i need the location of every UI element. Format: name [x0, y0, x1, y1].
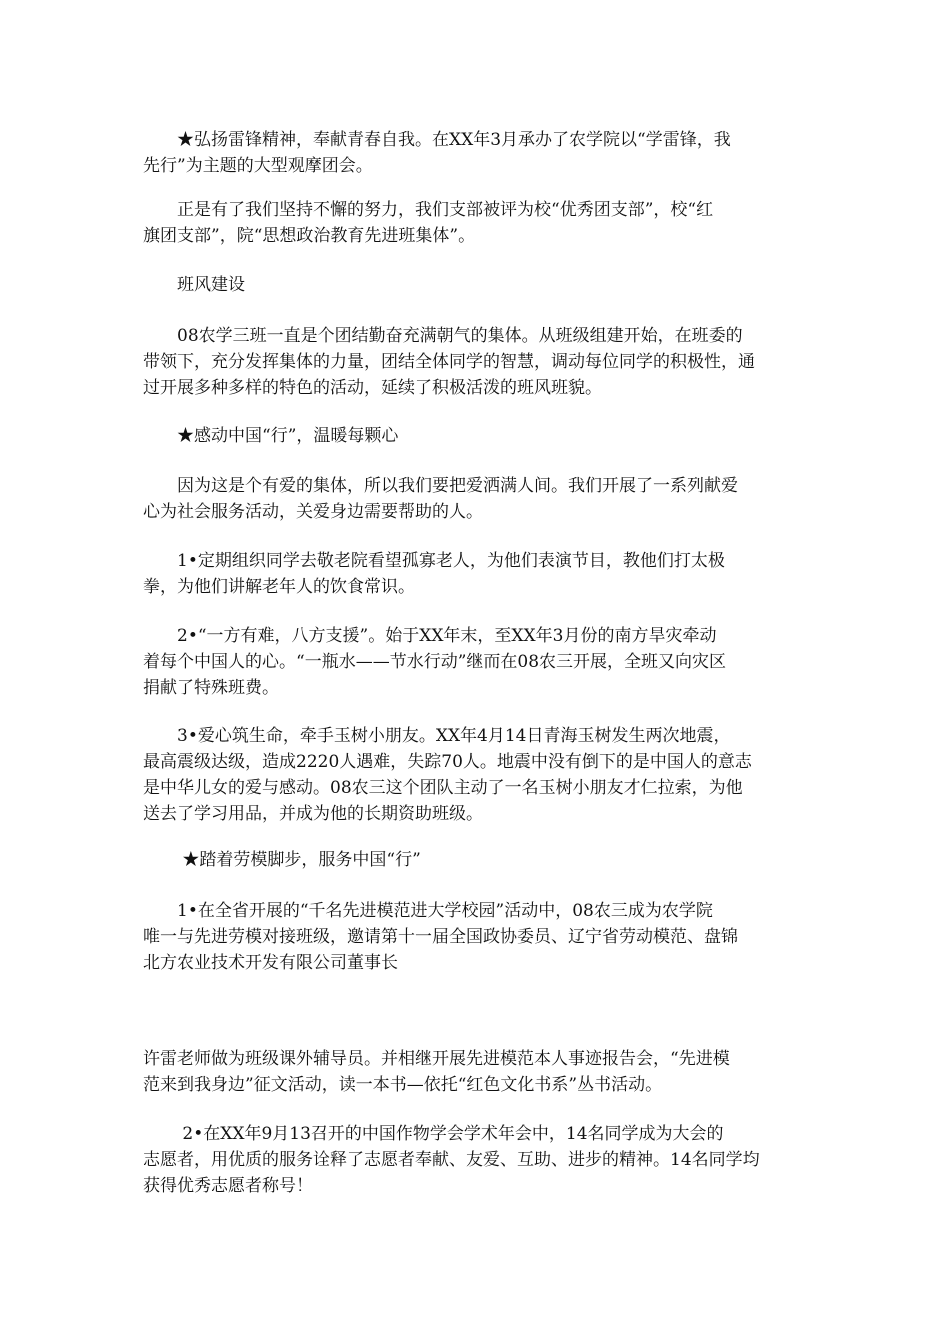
text-line: 心为社会服务活动，关爱身边需要帮助的人。: [143, 502, 483, 522]
text-line: 北方农业技术开发有限公司董事长: [143, 953, 398, 973]
text-line: 志愿者，用优质的服务诠释了志愿者奉献、友爱、互助、进步的精神。14名同学均: [143, 1150, 760, 1170]
subheading-touching-china: [143, 423, 813, 449]
text-line: 班风建设: [143, 275, 245, 295]
text-line: 1•在全省开展的“千名先进模范进大学校园”活动中，08农三成为农学院: [143, 901, 713, 921]
text-line: 3•爱心筑生命，牵手玉树小朋友。XX年4月14日青海玉树发生两次地震，: [143, 726, 731, 746]
paragraph-class-intro: [143, 323, 813, 401]
text-line: ★感动中国“行”，温暖每颗心: [143, 426, 399, 446]
text-line: 1•定期组织同学去敬老院看望孤寡老人，为他们表演节目，教他们打太极: [143, 551, 725, 571]
list-item-drought-relief: [143, 623, 813, 701]
list-item-advanced-models: [143, 898, 813, 976]
text-line: 送去了学习用品，并成为他的长期资助班级。: [143, 804, 483, 824]
text-line: ★弘扬雷锋精神，奉献青春自我。在XX年3月承办了农学院以“学雷锋，我: [143, 130, 731, 150]
text-line: 是中华儿女的爱与感动。08农三这个团队主动了一名玉树小朋友才仁拉索，为他: [143, 778, 743, 798]
paragraph-love-collective: [143, 473, 813, 525]
text-line: 正是有了我们坚持不懈的努力，我们支部被评为校“优秀团支部”，校“红: [143, 200, 714, 220]
subheading-model-workers: [143, 847, 813, 873]
text-line: 唯一与先进劳模对接班级，邀请第十一届全国政协委员、辽宁省劳动模范、盘锦: [143, 927, 738, 947]
text-line: 2•“一方有难，八方支援”。始于XX年末，至XX年3月份的南方旱灾牵动: [143, 626, 717, 646]
text-line: 着每个中国人的心。“一瓶水——节水行动”继而在08农三开展，全班又向灾区: [143, 652, 727, 672]
text-line: 过开展多种多样的特色的活动，延续了积极活泼的班风班貌。: [143, 378, 602, 398]
list-item-volunteers: [143, 1121, 813, 1199]
text-line: 08农学三班一直是个团结勤奋充满朝气的集体。从班级组建开始，在班委的: [143, 326, 743, 346]
text-line: 许雷老师做为班级课外辅导员。并相继开展先进模范本人事迹报告会，“先进模: [143, 1049, 730, 1069]
paragraph-honors: [143, 197, 813, 249]
list-item-yushu-earthquake: [143, 723, 813, 827]
text-line: 获得优秀志愿者称号！: [143, 1176, 313, 1196]
text-line: 范来到我身边”征文活动，读一本书—依托“红色文化书系”丛书活动。: [143, 1075, 663, 1095]
text-line: 带领下，充分发挥集体的力量，团结全体同学的智慧，调动每位同学的积极性，通: [143, 352, 755, 372]
text-line: 因为这是个有爱的集体，所以我们要把爱洒满人间。我们开展了一系列献爱: [143, 476, 738, 496]
text-line: 拳，为他们讲解老年人的饮食常识。: [143, 577, 415, 597]
text-line: 最高震级达级，造成2220人遇难，失踪70人。地震中没有倒下的是中国人的意志: [143, 752, 752, 772]
text-line: 捐献了特殊班费。: [143, 678, 279, 698]
text-line: 旗团支部”，院“思想政治教育先进班集体”。: [143, 226, 476, 246]
text-line: ★踏着劳模脚步，服务中国“行”: [143, 850, 421, 870]
text-line: 2•在XX年9月13召开的中国作物学会学术年会中，14名同学成为大会的: [143, 1124, 724, 1144]
text-line: 先行”为主题的大型观摩团会。: [143, 156, 373, 176]
paragraph-lei-feng: [143, 127, 813, 179]
list-item-nursing-home: [143, 548, 813, 600]
section-heading-class-culture: [143, 272, 813, 298]
paragraph-counselor: [143, 1046, 813, 1098]
